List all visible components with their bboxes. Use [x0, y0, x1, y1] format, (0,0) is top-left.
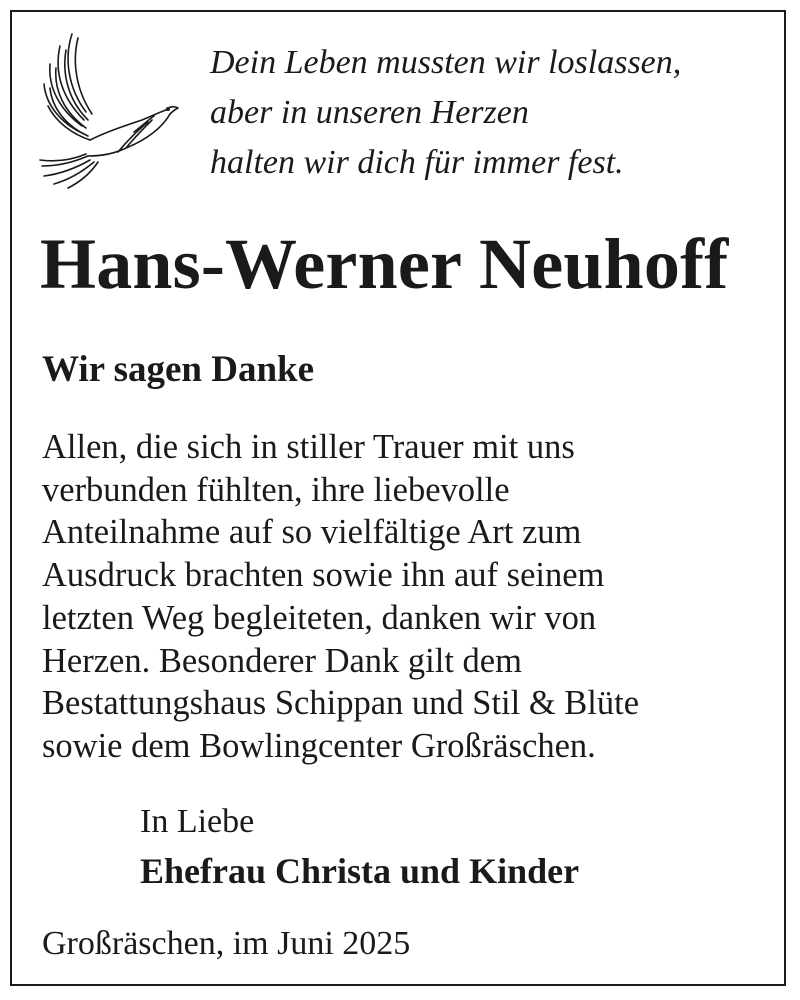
message-line: letzten Weg begleiteten, danken wir von — [42, 598, 597, 637]
thanks-message — [42, 426, 782, 768]
message-line: Bestattungshaus Schippan und Stil & Blüte — [42, 684, 640, 723]
message-line: Anteilnahme auf so vielfältige Art zum — [42, 513, 582, 552]
verse-line: aber in unseren Herzen — [210, 94, 529, 131]
verse-line: Dein Leben mussten wir loslassen, — [210, 44, 682, 81]
thanks-heading: Wir sagen Danke — [42, 349, 315, 390]
message-line: sowie dem Bowlingcenter Großräschen. — [42, 726, 596, 765]
verse-line: halten wir dich für immer fest. — [210, 144, 624, 181]
place-and-date: Großräschen, im Juni 2025 — [42, 925, 411, 962]
message-line: Ausdruck brachten sowie ihn auf seinem — [42, 556, 605, 595]
message-line: Allen, die sich in stiller Trauer mit uns — [42, 428, 575, 466]
family-signature: Ehefrau Christa und Kinder — [140, 851, 580, 891]
dove-icon — [34, 28, 184, 190]
memorial-verse — [210, 38, 770, 188]
closing-phrase: In Liebe — [140, 803, 255, 840]
deceased-name: Hans-Werner Neuhoff — [40, 224, 729, 304]
message-line: verbunden fühlten, ihre liebevolle — [42, 470, 510, 509]
message-line: Herzen. Besonderer Dank gilt dem — [42, 641, 522, 680]
